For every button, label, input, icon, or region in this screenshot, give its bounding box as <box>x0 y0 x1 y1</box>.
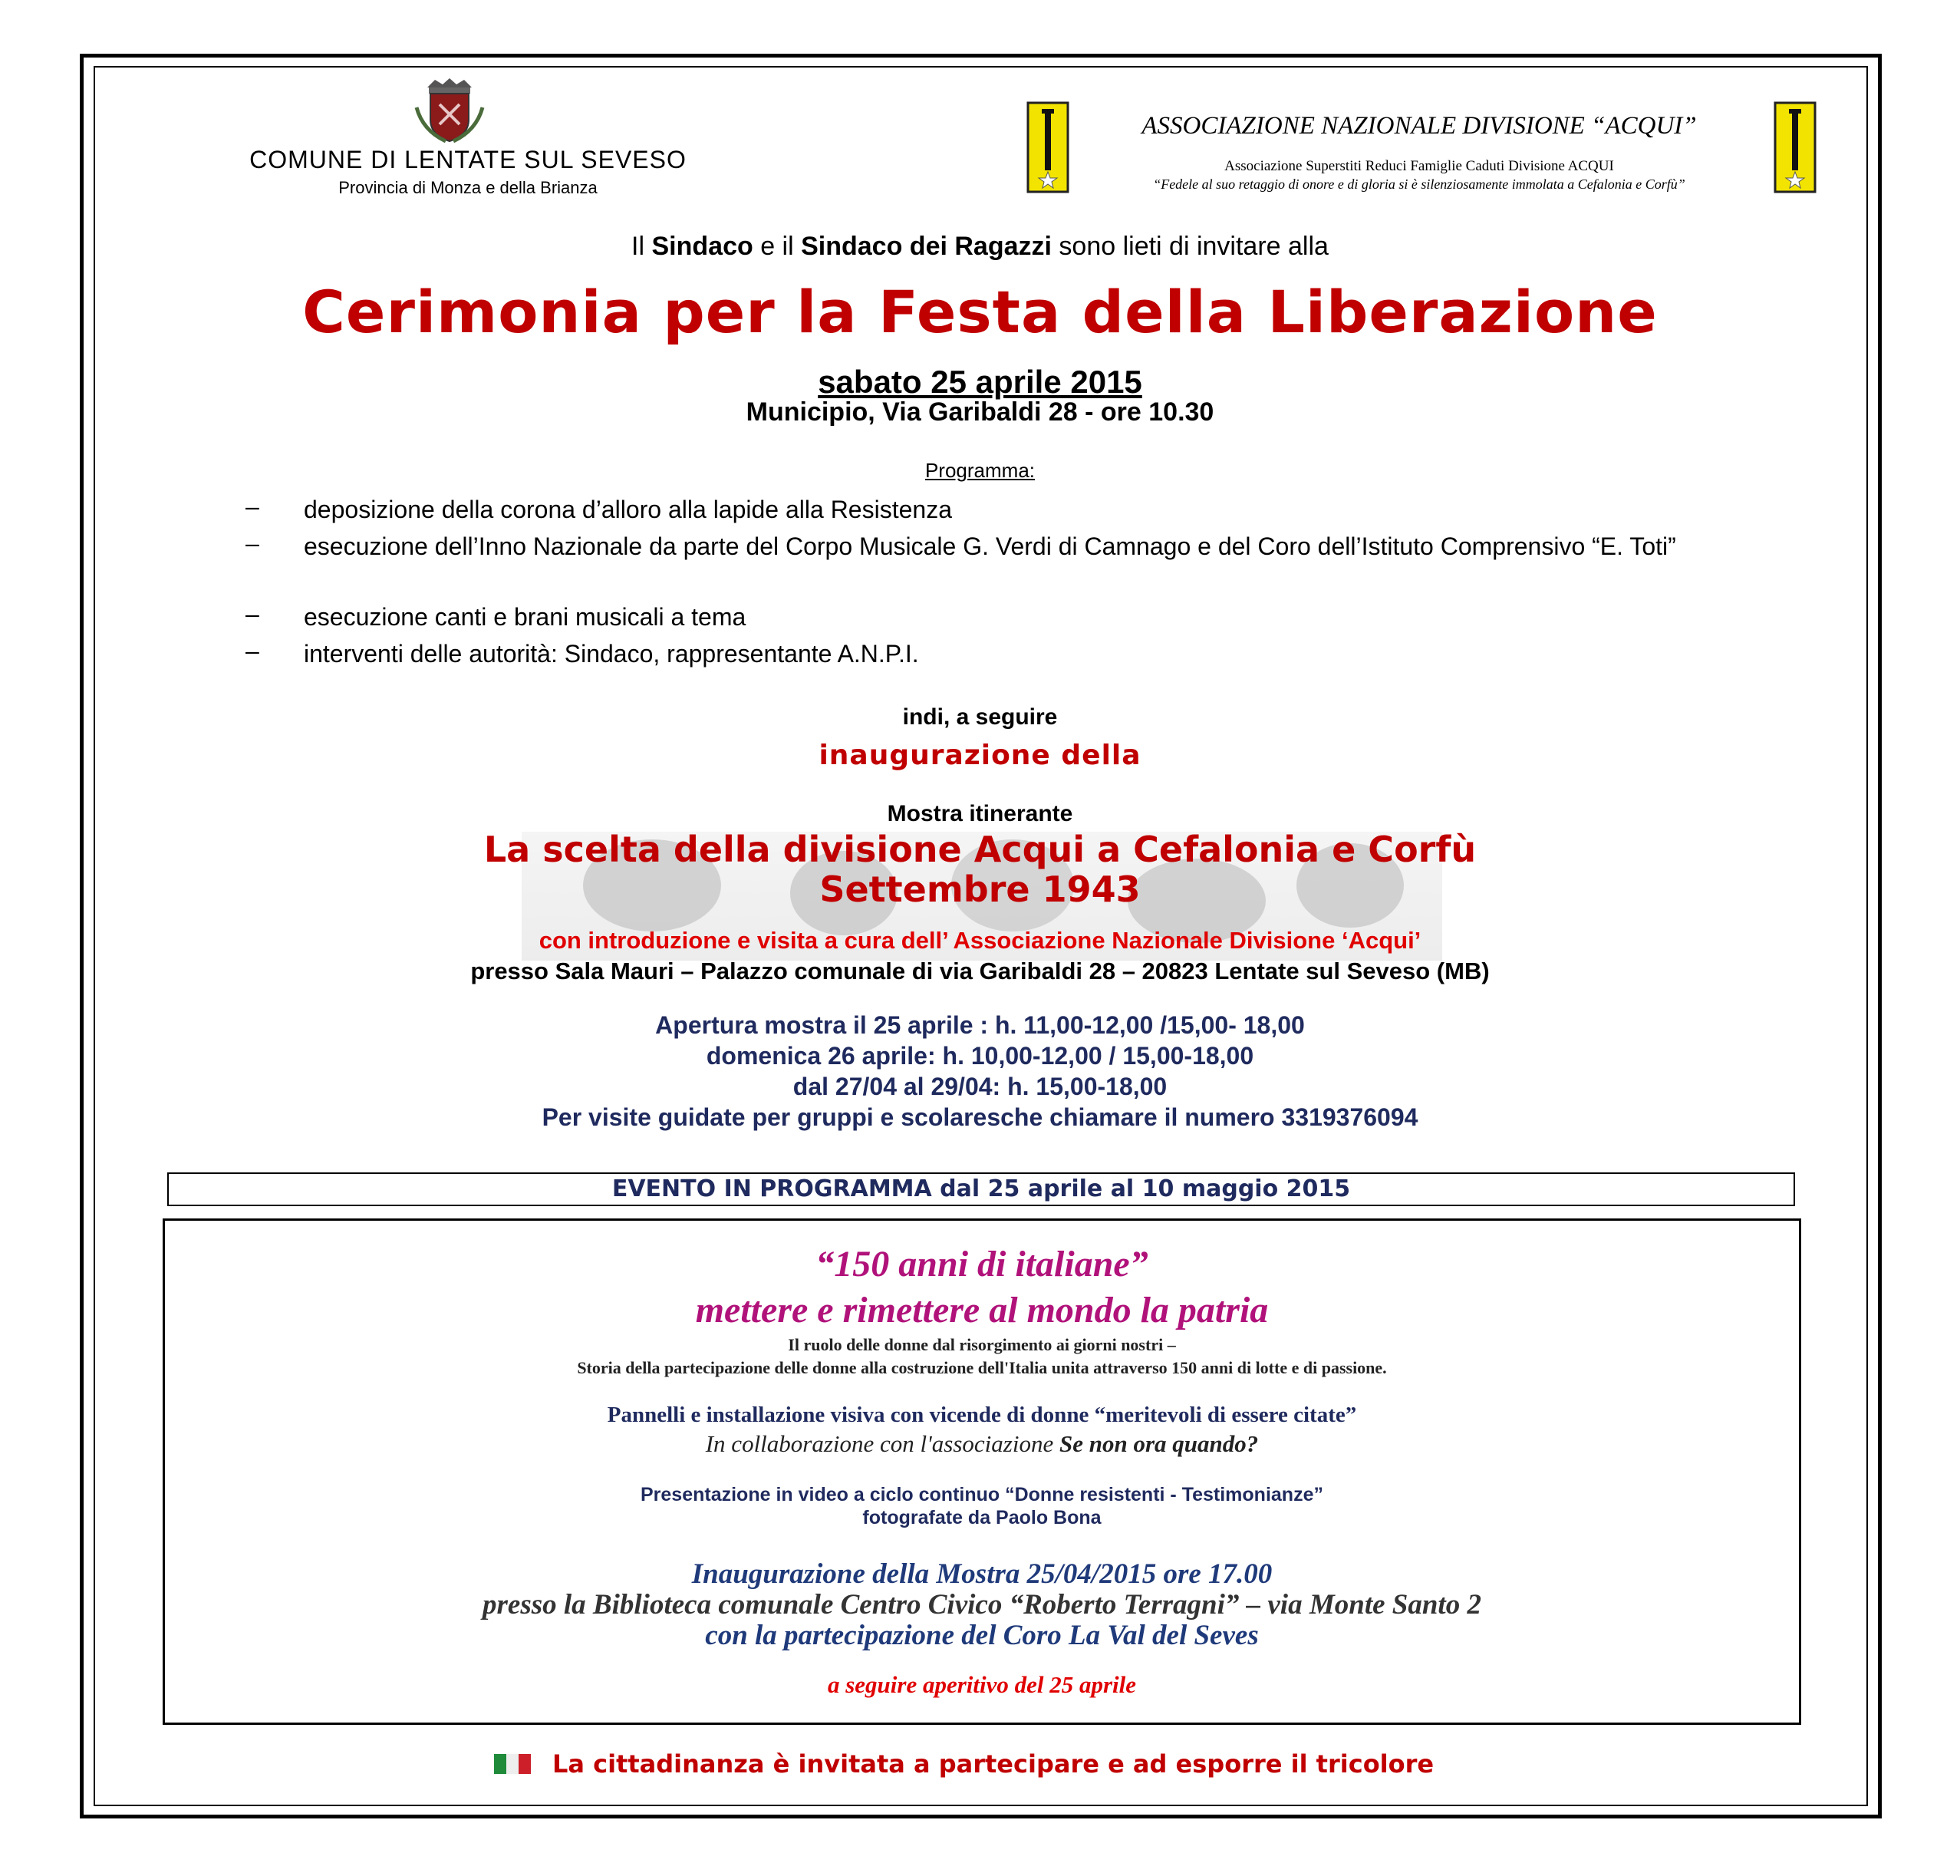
guided-tours-line: Per visite guidate per gruppi e scolaresche chiamare il numero 3319376094 <box>542 1103 1418 1131</box>
comune-province: Provincia di Monza e della Brianza <box>338 178 598 197</box>
event-choir-line: con la partecipazione del Coro La Val del Seves <box>705 1620 1259 1651</box>
association-name: ASSOCIAZIONE NAZIONALE DIVISIONE “ACQUI” <box>1141 112 1697 140</box>
event-subtitle: mettere e rimettere al mondo la patria <box>695 1290 1269 1330</box>
event-venue-line: presso la Biblioteca comunale Centro Civico “Roberto Terragni” – via Monte Santo 2 <box>483 1589 1481 1620</box>
footer-invitation: La cittadinanza è invitata a partecipare e ad esporre il tricolore <box>552 1749 1435 1779</box>
acqui-flag-right-icon <box>1774 101 1817 193</box>
exhibition-subtitle: Settembre 1943 <box>819 869 1141 910</box>
ceremony-title: Cerimonia per la Festa della Liberazione <box>302 278 1658 346</box>
event-panels-line: Pannelli e installazione visiva con vicende di donne “meritevoli di essere citate” <box>607 1403 1357 1427</box>
association-motto: “Fedele al suo retaggio di onore e di gloria si è silenziosamente immolata a Cefalonia e Corfù” <box>1153 176 1685 192</box>
exhibition-title: La scelta della divisione Acqui a Cefalonia e Corfù <box>483 829 1477 870</box>
event-collaboration-line: In collaborazione con l'associazione Se non ora quando? <box>705 1430 1259 1457</box>
italian-flag-icon <box>494 1754 531 1774</box>
event-video-line: Presentazione in video a ciclo continuo “Donne resistenti - Testimonianze” <box>641 1484 1323 1505</box>
event-banner: EVENTO IN PROGRAMMA dal 25 aprile al 10 maggio 2015 <box>611 1175 1351 1202</box>
event-inauguration-line: Inaugurazione della Mostra 25/04/2015 ore 17.00 <box>691 1558 1273 1590</box>
exhibition-location: presso Sala Mauri – Palazzo comunale di via Garibaldi 28 – 20823 Lentate sul Seveso (MB) <box>470 958 1490 984</box>
event-photographer-line: fotografate da Paolo Bona <box>862 1507 1102 1528</box>
opening-hours-line: Apertura mostra il 25 aprile : h. 11,00-12,00 /15,00- 18,00 <box>655 1011 1305 1039</box>
event-role-line: Il ruolo delle donne dal risorgimento ai giorni nostri – <box>788 1335 1176 1354</box>
exhibition-intro: con introduzione e visita a cura dell’ Associazione Nazionale Divisione ‘Acqui’ <box>539 927 1421 954</box>
opening-hours-line: dal 27/04 al 29/04: h. 15,00-18,00 <box>792 1073 1168 1100</box>
inauguration-heading: inaugurazione della <box>819 740 1141 771</box>
exhibition-type: Mostra itinerante <box>887 801 1073 826</box>
acqui-flag-left-icon <box>1026 101 1069 193</box>
event-history-line: Storia della partecipazione delle donne alla costruzione dell'Italia unita attraverso 150 anni di lotte e di passione. <box>577 1358 1387 1377</box>
association-subtitle: Associazione Superstiti Reduci Famiglie Caduti Divisione ACQUI <box>1224 158 1614 174</box>
indi-a-seguire: indi, a seguire <box>902 704 1058 730</box>
program-label: Programma: <box>924 459 1036 482</box>
comune-crest-icon <box>412 77 487 143</box>
event-title: “150 anni di italiane” <box>815 1244 1148 1284</box>
opening-hours-line: domenica 26 aprile: h. 10,00-12,00 / 15,00-18,00 <box>706 1042 1254 1070</box>
ceremony-place: Municipio, Via Garibaldi 28 - ore 10.30 <box>746 397 1214 427</box>
comune-name: COMUNE DI LENTATE SUL SEVESO <box>249 146 687 173</box>
invitation-line: Il Sindaco e il Sindaco dei Ragazzi sono lieti di invitare alla <box>631 232 1329 261</box>
ceremony-date: sabato 25 aprile 2015 <box>818 364 1142 400</box>
event-aperitivo-line: a seguire aperitivo del 25 aprile <box>827 1671 1137 1698</box>
